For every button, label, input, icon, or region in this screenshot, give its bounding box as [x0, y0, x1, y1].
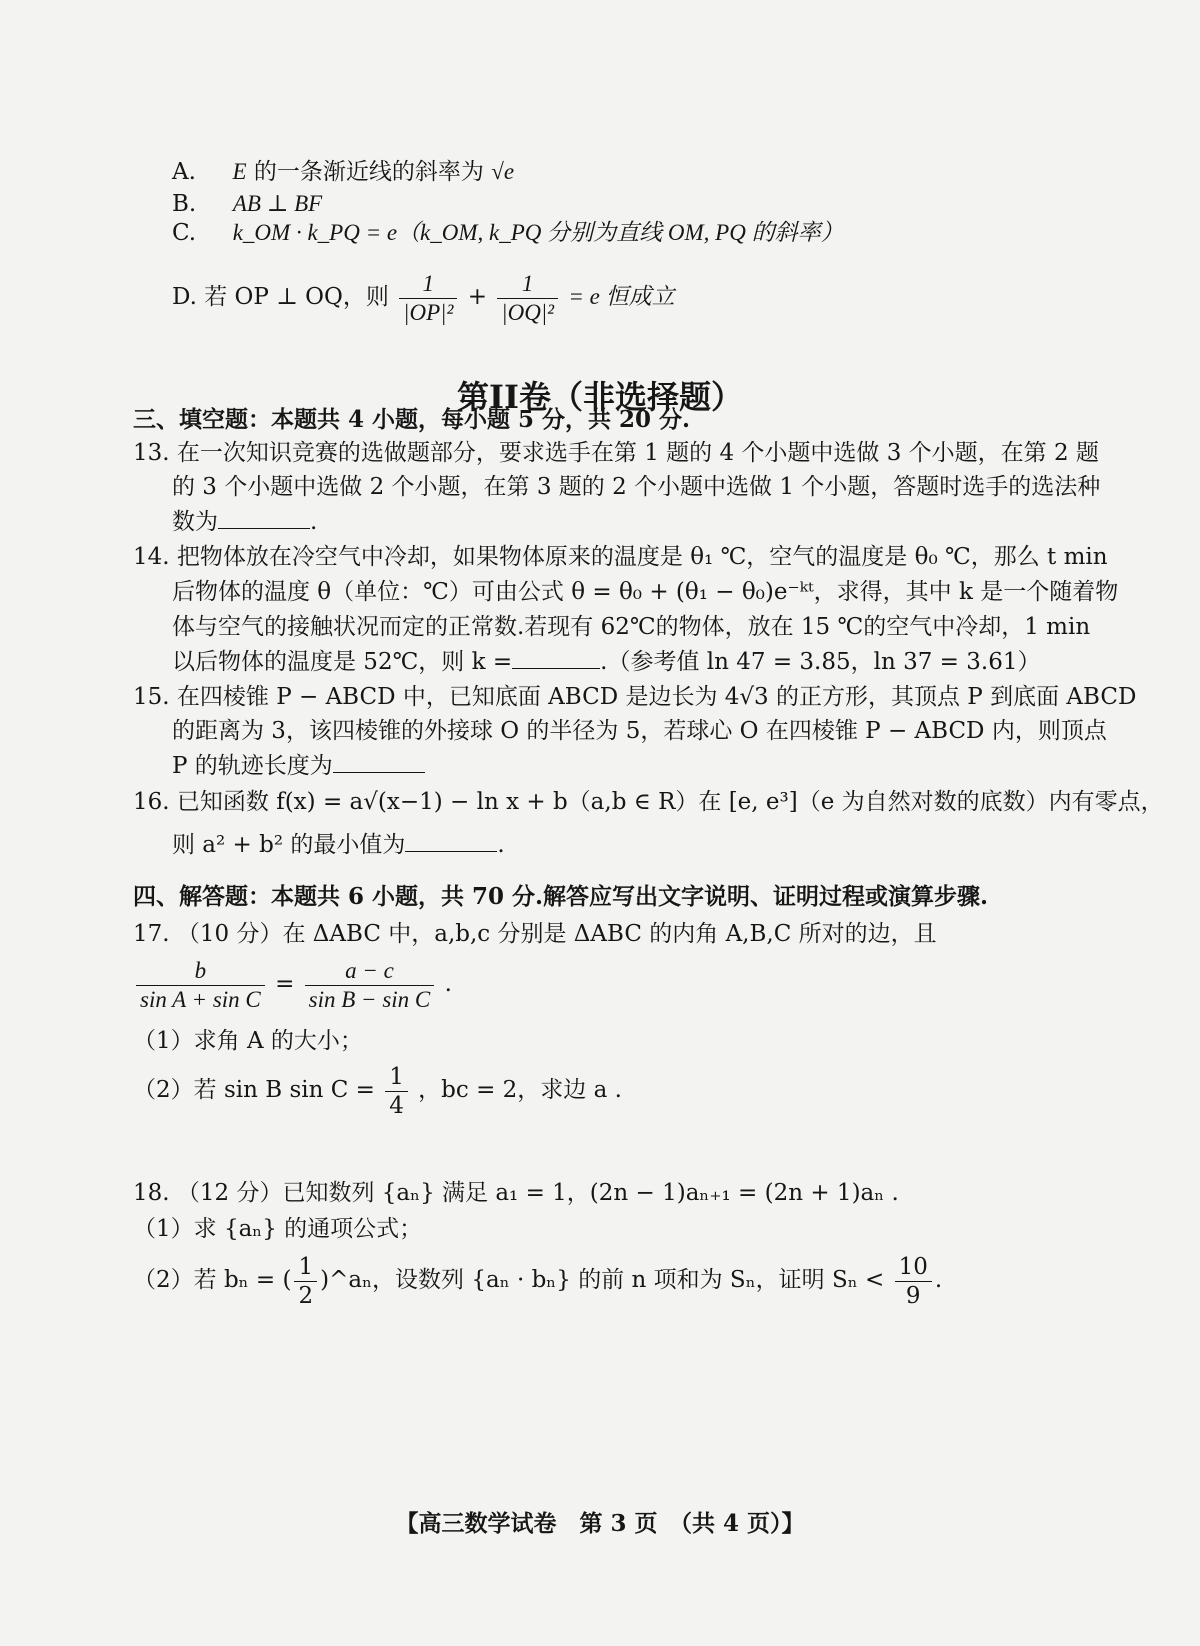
page-footer: 【高三数学试卷 第 3 页 （共 4 页）】: [395, 1510, 805, 1537]
q18-part-2: [133, 1248, 942, 1312]
q13-line-2: 的 3 个小题中选做 2 个小题，在第 3 题的 2 个小题中选做 1 个小题，答题时选手的选法种: [172, 474, 1101, 500]
q17-part-2-text-a: （2）若 sin B sin C =: [133, 1077, 375, 1103]
q17-equation: [133, 952, 452, 1016]
option-a-text: 的一条渐近线的斜率为: [253, 159, 484, 185]
option-a-value: √e: [491, 159, 515, 184]
q17-part-2-text-b: ，bc = 2，求边 a .: [418, 1077, 622, 1103]
q18-line-1: 18. （12 分）已知数列 {aₙ} 满足 a₁ = 1，(2n − 1)aₙ₊₁ = (2n + 1)aₙ .: [133, 1180, 899, 1206]
option-a: [172, 155, 514, 189]
q15-line-2: 的距离为 3，该四棱锥的外接球 O 的半径为 5，若球心 O 在四棱锥 P − ABCD 内，则顶点: [172, 718, 1107, 744]
equals-sign: =: [275, 971, 295, 997]
q17-part-1: （1）求角 A 的大小；: [133, 1028, 363, 1054]
q18-part-2-text-a: （2）若 bₙ = (: [133, 1267, 292, 1293]
option-a-label: A.: [172, 159, 196, 185]
q14-text-b: .（参考值 ln 47 = 3.85，ln 37 = 3.61）: [600, 649, 1041, 675]
q13-line-1: 13. 在一次知识竞赛的选做题部分，要求选手在第 1 题的 4 个小题中选做 3 个小题，在第 2 题: [133, 440, 1099, 466]
option-d: [172, 262, 675, 332]
option-a-var: E: [232, 159, 247, 184]
q17-fraction-1: [136, 957, 265, 1014]
answer-blank: [405, 827, 497, 852]
fraction-denominator: 9: [905, 1282, 921, 1309]
section-title: 第II卷（非选择题）: [457, 378, 743, 416]
q15-line-3: [172, 748, 425, 783]
fraction-numerator: 1: [385, 1063, 408, 1092]
option-d-label: D.: [172, 284, 197, 310]
q14-line-2: 后物体的温度 θ（单位：℃）可由公式 θ = θ₀ + (θ₁ − θ₀)e⁻ᵏᵗ，求得，其中 k 是一个随着物: [172, 579, 1119, 605]
q15-text: P 的轨迹长度为: [172, 753, 333, 779]
fraction-numerator: 1: [399, 270, 457, 299]
q18-part-2-fraction-2: [895, 1253, 932, 1310]
fraction-denominator: 4: [389, 1092, 404, 1119]
fraction-numerator: 1: [294, 1253, 317, 1282]
q17-fraction-2: [305, 957, 435, 1014]
q15-line-1: 15. 在四棱锥 P − ABCD 中，已知底面 ABCD 是边长为 4√3 的正方形，其顶点 P 到底面 ABCD: [133, 684, 1137, 710]
part3-heading: 三、填空题：本题共 4 小题，每小题 5 分，共 20 分.: [133, 406, 691, 433]
q14-line-3: 体与空气的接触状况而定的正常数.若现有 62℃的物体，放在 15 ℃的空气中冷却，1 min: [172, 614, 1091, 640]
answer-blank: [218, 504, 310, 529]
option-c-text: k_OM · k_PQ = e（k_OM, k_PQ 分别为直线 OM, PQ 的斜率）: [232, 220, 844, 245]
q13-text: 数为: [172, 509, 218, 535]
q14-line-4: [172, 644, 1040, 679]
q14-text-a: 以后物体的温度是 52℃，则 k =: [172, 649, 513, 675]
q18-part-1: （1）求 {aₙ} 的通项公式；: [133, 1216, 423, 1242]
fraction-denominator: sin A + sin C: [140, 986, 261, 1012]
q16-line-1: 16. 已知函数 f(x) = a√(x−1) − ln x + b（a,b ∈ R）在 [e, e³]（e 为自然对数的底数）内有零点，: [133, 789, 1164, 815]
q17-line-1: 17. （10 分）在 ΔABC 中，a,b,c 分别是 ΔABC 的内角 A,B,C 所对的边，且: [133, 921, 937, 947]
period: .: [444, 971, 452, 997]
option-b-text: AB ⊥ BF: [232, 191, 323, 216]
answer-blank: [333, 748, 425, 773]
option-b-label: B.: [172, 191, 197, 217]
fraction-denominator: |OQ|²: [501, 299, 555, 325]
q18-part-2-fraction-1: [294, 1253, 317, 1310]
option-c: [172, 216, 844, 250]
fraction-numerator: b: [136, 957, 265, 986]
q17-part-2: [133, 1058, 622, 1122]
q16-text: 则 a² + b² 的最小值为: [172, 832, 406, 858]
fraction-numerator: a − c: [305, 957, 435, 986]
q16-line-2: 则 a² + b² 的最小值为 .: [172, 827, 505, 862]
period: .: [934, 1267, 943, 1293]
part4-heading: 四、解答题：本题共 6 小题，共 70 分.解答应写出文字说明、证明过程或演算步骤.: [133, 883, 989, 910]
option-d-fraction-1: [399, 270, 457, 327]
fraction-denominator: sin B − sin C: [308, 986, 431, 1012]
q18-part-2-text-b: )^aₙ，设数列 {aₙ · bₙ} 的前 n 项和为 Sₙ，证明 Sₙ <: [320, 1267, 885, 1293]
option-d-fraction-2: [497, 270, 558, 327]
answer-blank: [512, 644, 600, 669]
option-d-text-2: = e 恒成立: [568, 284, 675, 309]
fraction-numerator: 10: [895, 1253, 932, 1282]
option-c-label: C.: [172, 220, 197, 246]
q13-line-3: 数为 .: [172, 504, 317, 539]
q17-part-2-fraction: [385, 1063, 408, 1120]
plus-sign: +: [467, 284, 487, 310]
fraction-denominator: |OP|²: [403, 299, 454, 325]
fraction-numerator: 1: [497, 270, 558, 299]
option-d-text-1: 若 OP ⊥ OQ，则: [204, 284, 389, 310]
q14-line-1: 14. 把物体放在冷空气中冷却，如果物体原来的温度是 θ₁ ℃，空气的温度是 θ₀ ℃，那么 t min: [133, 544, 1108, 570]
fraction-denominator: 2: [298, 1282, 314, 1309]
